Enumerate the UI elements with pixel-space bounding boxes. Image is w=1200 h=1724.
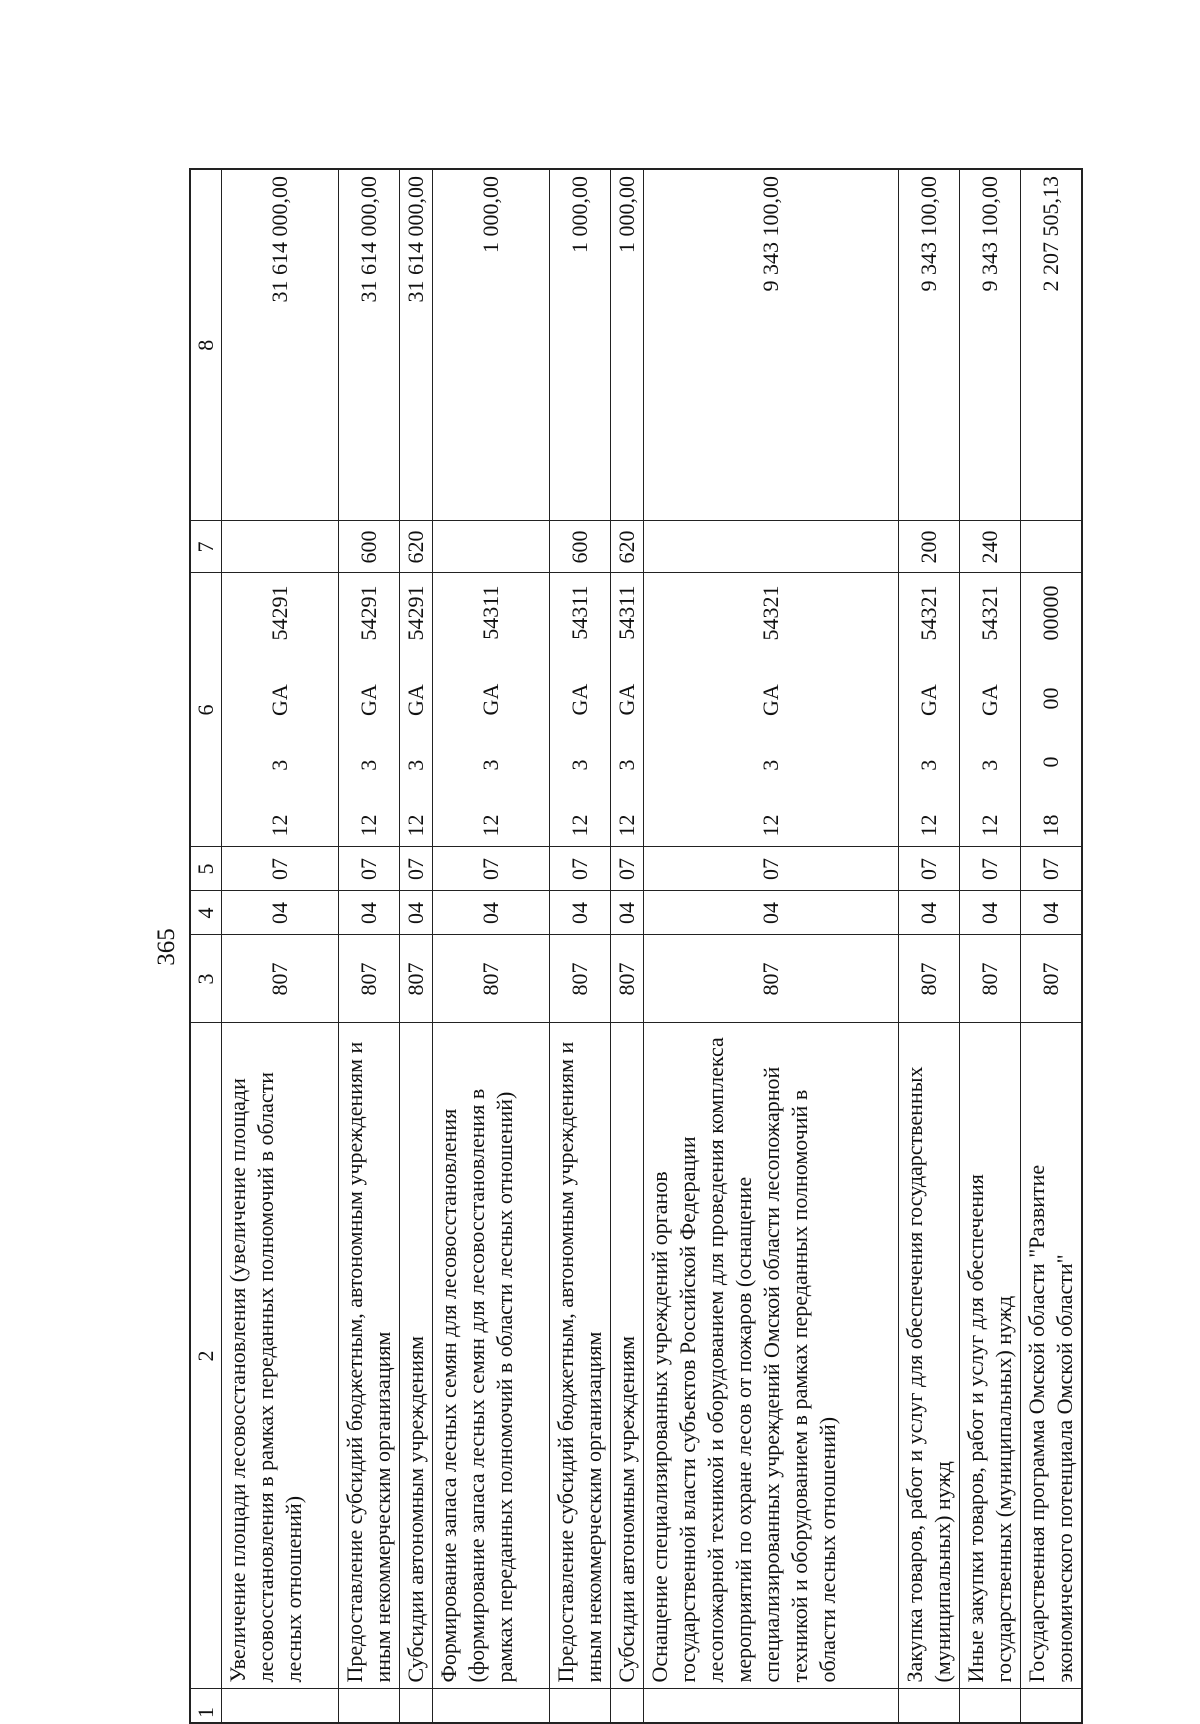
target-article-cell xyxy=(550,573,611,847)
target-subprogram-code: 3 xyxy=(758,759,783,771)
target-program-code: 12 xyxy=(614,814,639,837)
table-row xyxy=(1021,169,1083,1723)
target-program-code: 12 xyxy=(977,814,1002,837)
amount-cell: 2 207 505,13 xyxy=(1021,169,1083,521)
target-subprogram-code: 3 xyxy=(478,759,503,771)
target-subprogram-code: 3 xyxy=(977,759,1002,771)
target-direction-code: 54311 xyxy=(478,585,503,640)
target-direction-code: 54291 xyxy=(356,585,381,641)
amount-cell: 31 614 000,00 xyxy=(400,169,433,521)
target-article-cell xyxy=(339,573,400,847)
grbs-cell: 807 xyxy=(960,935,1021,1023)
target-article-cell xyxy=(1021,573,1083,847)
table-row xyxy=(960,169,1021,1723)
target-subprogram-code: 3 xyxy=(403,759,428,771)
row-number-cell xyxy=(550,1689,611,1723)
expense-type-cell xyxy=(433,521,550,573)
column-header: 2 xyxy=(190,1023,222,1689)
amount-cell: 1 000,00 xyxy=(550,169,611,521)
table-row xyxy=(339,169,400,1723)
grbs-cell: 807 xyxy=(550,935,611,1023)
expense-type-cell: 200 xyxy=(899,521,960,573)
table-row xyxy=(433,169,550,1723)
section-cell: 04 xyxy=(644,891,899,935)
target-direction-code: 54291 xyxy=(267,585,292,641)
target-program-code: 12 xyxy=(916,814,941,837)
row-name-cell: Оснащение специализированных учреждений органов государственной власти субъектов Российской Федерации лесопожарной техникой и оборудованием для проведения комплекса мероприятий по охране лесов от пожаров (оснащение специализированных учреждений Омской области лесопожарной техникой и оборудованием в рамках переданных полномочий в области лесных отношений) xyxy=(644,1023,899,1689)
target-direction-code: 54321 xyxy=(977,585,1002,641)
row-name-cell: Закупка товаров, работ и услуг для обеспечения государственных (муниципальных) нужд xyxy=(899,1023,960,1689)
grbs-cell: 807 xyxy=(433,935,550,1023)
subsection-cell: 07 xyxy=(339,847,400,891)
table-row xyxy=(550,169,611,1723)
row-name-cell: Иные закупки товаров, работ и услуг для обеспечения государственных (муниципальных) нужд xyxy=(960,1023,1021,1689)
grbs-cell: 807 xyxy=(222,935,339,1023)
row-name-cell: Субсидии автономным учреждениям xyxy=(611,1023,644,1689)
row-number-cell xyxy=(899,1689,960,1723)
target-direction-code: 54311 xyxy=(567,585,592,640)
target-subprogram-code: 3 xyxy=(614,759,639,771)
target-program-code: 12 xyxy=(478,814,503,837)
target-event-code: GA xyxy=(916,684,941,717)
subsection-cell: 07 xyxy=(960,847,1021,891)
target-direction-code: 54321 xyxy=(916,585,941,641)
column-header: 3 xyxy=(190,935,222,1023)
row-name-cell: Формирование запаса лесных семян для лесовосстановления (формирование запаса лесных семян для лесовосстановления в рамках переданных полномочий в области лесных отношений) xyxy=(433,1023,550,1689)
target-event-code: GA xyxy=(567,683,592,716)
section-cell: 04 xyxy=(899,891,960,935)
row-name-cell: Предоставление субсидий бюджетным, автономным учреждениям и иным некоммерческим организациям xyxy=(339,1023,400,1689)
row-name-cell: Предоставление субсидий бюджетным, автономным учреждениям и иным некоммерческим организациям xyxy=(550,1023,611,1689)
budget-table xyxy=(189,168,1083,1724)
target-subprogram-code: 3 xyxy=(267,759,292,771)
column-header: 8 xyxy=(190,169,222,521)
subsection-cell: 07 xyxy=(550,847,611,891)
grbs-cell: 807 xyxy=(339,935,400,1023)
target-article-cell xyxy=(644,573,899,847)
rotated-page xyxy=(143,170,1123,1724)
target-program-code: 12 xyxy=(267,814,292,837)
target-event-code: GA xyxy=(614,683,639,716)
expense-type-cell xyxy=(644,521,899,573)
expense-type-cell: 620 xyxy=(400,521,433,573)
subsection-cell: 07 xyxy=(899,847,960,891)
column-header: 7 xyxy=(190,521,222,573)
target-program-code: 18 xyxy=(1038,814,1063,837)
section-cell: 04 xyxy=(400,891,433,935)
target-article-cell xyxy=(222,573,339,847)
table-row xyxy=(899,169,960,1723)
section-cell: 04 xyxy=(1021,891,1083,935)
row-number-cell xyxy=(644,1689,899,1723)
row-number-cell xyxy=(222,1689,339,1723)
target-article-cell xyxy=(611,573,644,847)
amount-cell: 31 614 000,00 xyxy=(222,169,339,521)
section-cell: 04 xyxy=(550,891,611,935)
row-number-cell xyxy=(960,1689,1021,1723)
target-event-code: GA xyxy=(478,683,503,716)
target-direction-code: 54321 xyxy=(758,585,783,641)
expense-type-cell: 600 xyxy=(339,521,400,573)
target-event-code: GA xyxy=(356,684,381,717)
target-event-code: 00 xyxy=(1038,687,1063,710)
subsection-cell: 07 xyxy=(611,847,644,891)
expense-type-cell: 620 xyxy=(611,521,644,573)
column-header: 4 xyxy=(190,891,222,935)
target-subprogram-code: 3 xyxy=(916,759,941,771)
table-row xyxy=(611,169,644,1723)
grbs-cell: 807 xyxy=(899,935,960,1023)
expense-type-cell: 240 xyxy=(960,521,1021,573)
page-number: 365 xyxy=(153,928,180,966)
table-row xyxy=(400,169,433,1723)
section-cell: 04 xyxy=(339,891,400,935)
target-article-cell xyxy=(960,573,1021,847)
target-event-code: GA xyxy=(758,684,783,717)
row-number-cell xyxy=(1021,1689,1083,1723)
column-header: 6 xyxy=(190,573,222,847)
amount-cell: 1 000,00 xyxy=(611,169,644,521)
subsection-cell: 07 xyxy=(222,847,339,891)
amount-cell: 31 614 000,00 xyxy=(339,169,400,521)
table-row xyxy=(222,169,339,1723)
expense-type-cell xyxy=(222,521,339,573)
row-number-cell xyxy=(339,1689,400,1723)
subsection-cell: 07 xyxy=(644,847,899,891)
amount-cell: 9 343 100,00 xyxy=(960,169,1021,521)
target-event-code: GA xyxy=(977,684,1002,717)
row-number-cell xyxy=(400,1689,433,1723)
target-program-code: 12 xyxy=(567,814,592,837)
target-event-code: GA xyxy=(267,684,292,717)
target-event-code: GA xyxy=(403,684,428,717)
amount-cell: 9 343 100,00 xyxy=(644,169,899,521)
table-row xyxy=(644,169,899,1723)
target-direction-code: 54311 xyxy=(614,585,639,640)
section-cell: 04 xyxy=(222,891,339,935)
grbs-cell: 807 xyxy=(400,935,433,1023)
row-number-cell xyxy=(611,1689,644,1723)
section-cell: 04 xyxy=(611,891,644,935)
row-name-cell: Государственная программа Омской области "Развитие экономического потенциала Омской области" xyxy=(1021,1023,1083,1689)
target-program-code: 12 xyxy=(403,814,428,837)
target-article-cell xyxy=(400,573,433,847)
amount-cell: 9 343 100,00 xyxy=(899,169,960,521)
expense-type-cell xyxy=(1021,521,1083,573)
row-number-cell xyxy=(433,1689,550,1723)
column-header: 1 xyxy=(190,1689,222,1723)
row-name-cell: Субсидии автономным учреждениям xyxy=(400,1023,433,1689)
header-row xyxy=(190,169,222,1723)
target-article-cell xyxy=(433,573,550,847)
grbs-cell: 807 xyxy=(644,935,899,1023)
subsection-cell: 07 xyxy=(400,847,433,891)
amount-cell: 1 000,00 xyxy=(433,169,550,521)
target-program-code: 12 xyxy=(356,814,381,837)
target-article-cell xyxy=(899,573,960,847)
expense-type-cell: 600 xyxy=(550,521,611,573)
row-name-cell: Увеличение площади лесовосстановления (увеличение площади лесовосстановления в рамках переданных полномочий в области лесных отношений) xyxy=(222,1023,339,1689)
section-cell: 04 xyxy=(960,891,1021,935)
subsection-cell: 07 xyxy=(433,847,550,891)
target-direction-code: 54291 xyxy=(403,585,428,641)
target-subprogram-code: 0 xyxy=(1038,756,1063,768)
grbs-cell: 807 xyxy=(611,935,644,1023)
target-direction-code: 00000 xyxy=(1038,585,1063,641)
grbs-cell: 807 xyxy=(1021,935,1083,1023)
target-subprogram-code: 3 xyxy=(567,759,592,771)
section-cell: 04 xyxy=(433,891,550,935)
target-program-code: 12 xyxy=(758,814,783,837)
column-header: 5 xyxy=(190,847,222,891)
target-subprogram-code: 3 xyxy=(356,759,381,771)
subsection-cell: 07 xyxy=(1021,847,1083,891)
